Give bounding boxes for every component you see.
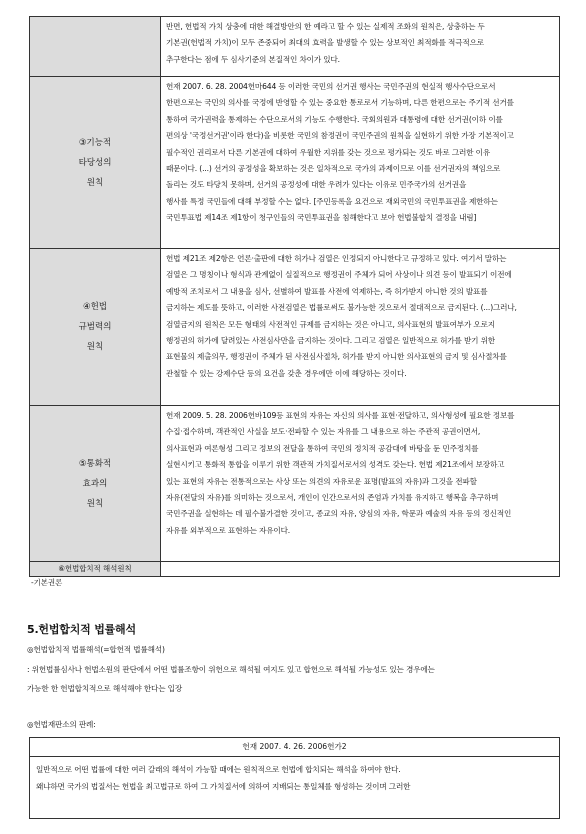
text-line: 편의상 '국정선거권'이라 한다)을 비롯한 국민의 참정권이 국민주권의 원칙을 실현하기 위한 가장 기본적이고 bbox=[166, 131, 514, 141]
label-line: ⑤통화적 bbox=[78, 458, 112, 469]
section-title: 5.헌법합치적 법률해석 bbox=[27, 623, 136, 636]
row-label: ⑥헌법합치적 해석원칙 bbox=[30, 562, 161, 576]
text-line: 수집·접수하며, 객관적인 사실을 보도·전파할 수 있는 자유를 그 내용으로 하는 주관적 공권이면서, bbox=[166, 427, 481, 437]
table-row bbox=[30, 406, 559, 562]
row-label bbox=[30, 77, 161, 248]
text-line: 의사표현과 여론형성 그리고 정보의 전달을 통하여 국민의 정치적 공감대에 바탕을 둔 민주정치를 bbox=[166, 443, 479, 453]
text-line: 국민투표법 제14조 제1항이 청구인들의 국민투표권을 침해한다고 보아 헌법불합치 결정을 내림] bbox=[166, 213, 477, 223]
text-line: 헌재 2007. 6. 28. 2004헌마644 등 이러한 국민의 선거권 행사는 국민주권의 현실적 행사수단으로서 bbox=[166, 82, 496, 91]
label-line: ④헌법 bbox=[82, 302, 108, 312]
row-content bbox=[161, 249, 559, 405]
label-line: 원칙 bbox=[86, 177, 104, 188]
text-line: 필수적인 권리로서 다른 기본권에 대하여 우월한 지위를 갖는 것으로 평가되는 것도 바로 그러한 이유 bbox=[166, 147, 491, 157]
paragraph-line: : 위헌법률심사나 헌법소원의 판단에서 어떤 법률조항이 위헌으로 해석될 여지도 있고 합헌으로 해석될 가능성도 있는 경우에는 bbox=[27, 665, 435, 674]
row-label bbox=[30, 406, 161, 561]
paragraph-line: ◎헌법합치적 법률해석(=합헌적 법률해석) bbox=[27, 645, 165, 654]
principles-table bbox=[29, 16, 560, 577]
text-line: 일반적으로 어떤 법률에 대한 여러 갈래의 해석이 가능할 때에는 원칙적으로 헌법에 합치되는 해석을 하여야 한다. bbox=[36, 765, 401, 774]
row-label bbox=[30, 249, 161, 405]
text-line: 추구한다는 점에 두 심사기준의 본질적인 차이가 있다. bbox=[166, 54, 340, 64]
precedent-header: 헌재 2007. 4. 26. 2006헌가2 bbox=[30, 738, 559, 757]
precedent-box bbox=[29, 737, 560, 819]
text-line: 자유(전달의 자유)를 의미하는 것으로서, 개인이 인간으로서의 존엄과 가치를 유지하고 행복을 추구하며 bbox=[166, 493, 499, 503]
text-line: 있는 표현의 자유는 전통적으로는 사상 또는 의견의 자유로운 표명(발표의 자유)과 그것을 전파할 bbox=[166, 476, 477, 486]
text-line: 왜냐하면 국가의 법질서는 헌법을 최고법규로 하여 그 가치질서에 의하여 지배되는 통일체를 형성하는 것이며 그러한 bbox=[36, 782, 411, 791]
text-line: 자유를 외부적으로 표현하는 자유이다. bbox=[166, 525, 291, 535]
text-line: 헌재 2009. 5. 28. 2006헌바109등 표현의 자유는 자신의 의사를 표현·전달하고, 의사형성에 필요한 정보를 bbox=[166, 411, 515, 420]
row-content bbox=[161, 17, 559, 76]
precedent-body bbox=[30, 757, 559, 799]
label-line: 원칙 bbox=[86, 342, 104, 352]
row-content bbox=[161, 77, 559, 248]
text-line: 실현시키고 통화적 통합을 이루기 위한 객관적 가치질서로서의 성격도 갖는다. 헌법 제21조에서 보장하고 bbox=[166, 460, 505, 470]
row-label bbox=[30, 17, 161, 76]
label-line: ③기능적 bbox=[78, 137, 112, 148]
text-line: 검열은 그 명칭이나 형식과 관계없이 실질적으로 행정권이 주체가 되어 사상이나 의견 등이 발표되기 이전에 bbox=[166, 270, 512, 280]
text-line: 예방적 조치로서 그 내용을 심사, 선별하여 발표를 사전에 억제하는, 즉 허가받지 아니한 것의 발표를 bbox=[166, 286, 488, 296]
footnote: -기본권론 bbox=[31, 578, 63, 587]
text-line: 때문이다. (...) 선거의 공정성을 확보하는 것은 일차적으로 국가의 과제이므로 이를 선거권자의 책임으로 bbox=[166, 164, 501, 174]
label-line: 규범력의 bbox=[78, 322, 112, 332]
text-line: 검열금지의 원칙은 모든 형태의 사전적인 규제를 금지하는 것은 아니고, 의사표현의 발표여부가 오로지 bbox=[166, 319, 495, 329]
table-row bbox=[30, 17, 559, 77]
text-line: 통하여 국가권력을 통제하는 수단으로서의 기능도 수행한다. 국회의원과 대통령에 대한 선거권(이하 이를 bbox=[166, 114, 503, 124]
text-line: 금지하는 제도를 뜻하고, 이러한 사전검열은 법률로써도 불가능한 것으로서 절대적으로 금지된다. (...)그러나, bbox=[166, 303, 517, 313]
text-line: 한편으로는 국민의 의사를 국정에 반영할 수 있는 중요한 통로로서 기능하며, 다른 한편으로는 주기적 선거를 bbox=[166, 98, 514, 108]
text-line: 기본권(헌법적 가치)이 모두 존중되어 최대의 효력을 발생할 수 있는 상보적인 최적화를 적극적으로 bbox=[166, 38, 484, 48]
text-line: 반면, 헌법적 가치 상충에 대한 해결방안의 한 예라고 할 수 있는 실제적 조화의 원칙은, 상충하는 두 bbox=[166, 22, 485, 31]
text-line: 행정권의 허가에 달려있는 사전심사만을 금지하는 것이다. 그리고 검열은 일반적으로 허가를 받기 위한 bbox=[166, 336, 495, 346]
paragraph-line: ◎헌법재판소의 판례: bbox=[27, 720, 96, 729]
label-line: 타당성의 bbox=[78, 157, 112, 168]
paragraph-line: 가능한 한 헌법합치적으로 해석해야 한다는 입장 bbox=[27, 684, 183, 693]
table-row bbox=[30, 77, 559, 249]
text-line: 헌법 제21조 제2항은 언론·출판에 대한 허가나 검열은 인정되지 아니한다고 규정하고 있다. 여기서 말하는 bbox=[166, 254, 507, 263]
table-row bbox=[30, 562, 559, 576]
row-content bbox=[161, 562, 559, 576]
label-line: 원칙 bbox=[86, 498, 104, 509]
row-content bbox=[161, 406, 559, 561]
text-line: 관철할 수 있는 강제수단 등의 요건을 갖춘 경우에만 이에 해당하는 것이다. bbox=[166, 368, 407, 378]
table-row bbox=[30, 249, 559, 406]
text-line: 행사를 특정 국민들에 대해 부정할 수는 없다. [주민등록을 요건으로 재외국민의 국민투표권을 제한하는 bbox=[166, 196, 498, 206]
text-line: 돌리는 것도 타당치 못하며, 선거의 공정성에 대한 우려가 있다는 이유로 민주국가의 선거권을 bbox=[166, 180, 467, 190]
text-line: 국민주권을 실현하는 데 필수불가결한 것이고, 종교의 자유, 양심의 자유, 학문과 예술의 자유 등의 정신적인 bbox=[166, 509, 512, 519]
label-line: 효과의 bbox=[82, 478, 108, 489]
text-line: 표현물의 제출의무, 행정권이 주체가 된 사전심사절차, 허가를 받지 아니한 의사표현의 금지 및 심사절차를 bbox=[166, 352, 507, 362]
